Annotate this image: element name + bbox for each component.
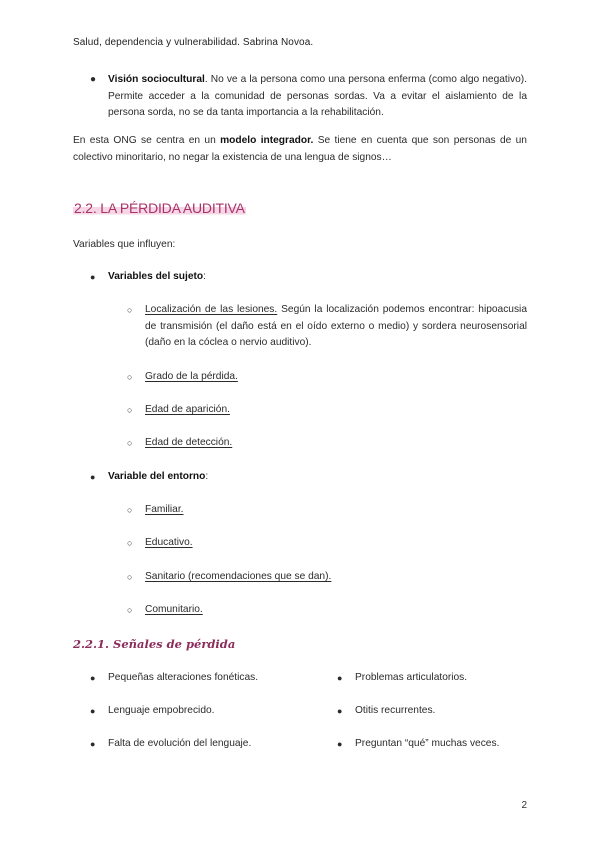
circle-bullet-icon: ○ [127,605,133,615]
paragraph-text-before: En esta ONG se centra en un [73,135,221,146]
list-item-label [108,269,206,286]
list-item-variable-entorno [90,469,208,486]
list-item-familiar [127,502,184,519]
circle-bullet-icon: ○ [127,572,133,582]
list-item-label: Pequeñas alteraciones fonéticas. [108,672,259,683]
bullet-dot: ● [337,706,343,716]
page-header: Salud, dependencia y vulnerabilidad. Sabrina Novoa. [73,37,314,48]
list-item-signal [337,736,499,753]
bold-term: Visión sociocultural [108,74,205,85]
list-item-educativo [127,535,193,552]
underlined-term: Comunitario. [145,604,203,615]
circle-bullet-icon: ○ [127,505,133,515]
list-item-signal [90,736,251,753]
list-item-signal [337,670,467,687]
list-item-localizacion [127,302,527,352]
list-item-label: Otitis recurrentes. [355,705,436,716]
list-item-signal [90,703,214,720]
underlined-term: Educativo. [145,537,193,548]
list-item-comunitario [127,602,203,619]
bullet-dot: ● [90,673,96,683]
circle-bullet-icon: ○ [127,438,133,448]
list-item-edad-deteccion [127,435,232,452]
bullet-dot: ● [90,272,96,282]
bullet-body [108,72,527,122]
circle-bullet-icon: ○ [127,305,133,315]
list-item-label: Problemas articulatorios. [355,672,468,683]
colon-text: : [203,271,206,282]
list-item-label [108,469,208,486]
circle-bullet-icon: ○ [127,372,133,382]
underlined-term: Edad de aparición. [145,404,230,415]
underlined-term: Familiar. [145,504,184,515]
list-item-grado [127,369,238,386]
bullet-text: . No ve a la persona como una persona enferma (como algo negativo). Permite acceder a la comunidad de personas sordas. Va a evitar el aislamiento de la persona sorda, no se da tanta importancia a la rehabilitación. [108,74,528,118]
bullet-sociocultural [90,72,527,122]
underlined-term: Grado de la pérdida. [145,371,238,382]
bold-term: Variables del sujeto [108,271,204,282]
list-item-signal [337,703,435,720]
colon-text: : [205,471,209,482]
underlined-term: Sanitario (recomendaciones que se dan). [145,571,332,582]
section-heading: 2.2. LA PÉRDIDA AUDITIVA [74,200,245,216]
bold-term: Variable del entorno [108,471,206,482]
section-intro: Variables que influyen: [73,239,176,250]
page-number: 2 [521,800,527,811]
bullet-dot: ● [337,739,343,749]
bullet-dot: ● [90,739,96,749]
list-item-label [145,302,527,352]
list-item-label: Preguntan “qué” muchas veces. [355,738,500,749]
circle-bullet-icon: ○ [127,538,133,548]
list-item-edad-aparicion [127,402,230,419]
bullet-dot: ● [337,673,343,683]
underlined-term: Localización de las lesiones. [145,304,278,315]
bullet-dot: ● [90,706,96,716]
paragraph-ong [73,133,527,166]
list-item-label: Lenguaje empobrecido. [108,705,215,716]
subsection-heading: 2.2.1. Señales de pérdida [73,637,236,651]
circle-bullet-icon: ○ [127,405,133,415]
bullet-dot: ● [90,74,97,85]
list-item-sanitario [127,569,331,586]
list-item-variables-sujeto [90,269,206,286]
list-item-label: Falta de evolución del lenguaje. [108,738,252,749]
underlined-term: Edad de detección. [145,437,233,448]
item-text: Según la localización podemos encontrar: hipoacusia de transmisión (el daño está en el oído externo o medio) y sordera neurosensorial (daño en la cóclea o nervio auditivo). [145,304,527,348]
bold-term: modelo integrador. [220,135,314,146]
paragraph-text-after: Se tiene en cuenta que son personas de un colectivo minoritario, no negar la existencia de una lengua de signos… [73,135,527,163]
bullet-dot: ● [90,472,96,482]
list-item-signal [90,670,258,687]
